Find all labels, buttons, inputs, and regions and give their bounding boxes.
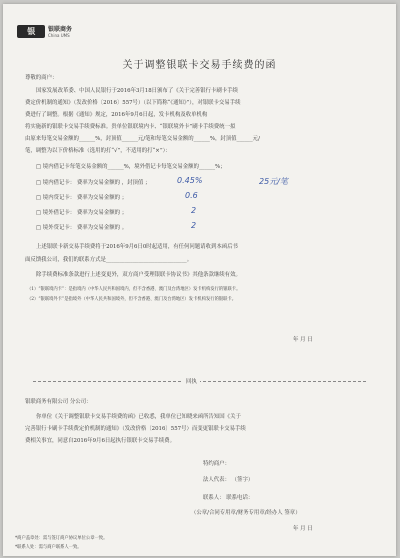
after-line: 上述银联卡新交易手续费将于2016年9月6日0时起适用，有任何问题请收到本函后书 [36, 244, 238, 250]
logo-mark: 银 [17, 25, 45, 38]
rate-line: □ 境内借记卡： 费率为交易金额的 ，封顶值 ； [36, 180, 151, 186]
note-line: （2）“银联境外卡”是指境外（中华人民共和国境外，但不含香港、澳门及台湾地区）发卡机构发行的银联卡。 [27, 297, 237, 302]
receipt-line: 你单位《关于调整银联卡交易手续费的函》已收悉，我单位已知晓来函所告知国《关于 [36, 414, 241, 420]
footnote: *联系人处：需与商户联系人一致。 [15, 545, 82, 550]
body-line: 笔，调整为以下价格标准（选用的打“√”，不适用的打“×”）： [25, 148, 171, 154]
receipt-line: 费相关事宜，同意自2016年9月6日起执行银联卡交易手续费。 [25, 438, 175, 444]
body-line: 由原来每笔交易金额的______%，封顶值______元/笔和每笔交易金额的______%，封顶值______元/ [25, 136, 260, 142]
sign-contact: 联系人： 联系电话： [203, 495, 254, 501]
rate-line: □ 境外借记卡： 费率为交易金额的 ； [36, 210, 128, 216]
logo-brand-en: China UMS [48, 33, 70, 38]
receipt-label: 回执 [183, 377, 200, 385]
body-line: 国家发展改革委、中国人民银行于2016年3月18日颁布了《关于完善银行卡刷卡手续 [36, 88, 238, 94]
logo-brand-cn: 银联商务 [48, 26, 73, 33]
body-line: 费定价机制的通知》（发改价格〔2016〕557号）（以下简称“《通知》”），对银联卡交易手续 [25, 100, 241, 106]
body-line: 将实施新的银联卡交易手续费标准。贵单位银联境内卡、“银联境外卡”刷卡手续费统一拟 [25, 124, 236, 130]
after-line: 面反馈我公司，我们的联系方式是______________________________。 [25, 257, 193, 263]
sign-merchant: 特约商户： [203, 461, 230, 467]
sign-legal-rep: 法人代表： （签字） [203, 477, 254, 483]
rate-line: □ 境外贷记卡： 费率为交易金额的 。 [36, 225, 128, 231]
receipt-line: 完善银行卡刷卡手续费定价机制的通知》（发改价格〔2016〕557号）而变更银联卡交易手续 [25, 426, 246, 432]
rate-line: □ 境内借记卡每笔交易金额的______%，境外借记卡每笔交易金额的______%； [36, 164, 226, 170]
rate-line: □ 境内贷记卡： 费率为交易金额的 ； [36, 195, 128, 201]
letter-date: 年 月 日 [293, 337, 313, 343]
handwritten-debit-rate: 0.45% [177, 176, 203, 185]
note-line: （1）“银联境内卡”：是指境内（中华人民共和国境内，但不含香港、澳门及台湾地区）发卡机构发行的银联卡。 [27, 287, 241, 292]
handwritten-debit-cap: 25元/笔 [259, 177, 288, 186]
body-line: 费进行了调整。根据《通知》规定，2016年9月6日起，发卡机构及收单机构 [25, 112, 208, 118]
letter-page [3, 4, 396, 556]
handwritten-foreign-debit-rate: 2 [191, 206, 197, 215]
after-line: 除手续费标准条款进行上述变更外，双方商户受理银联卡协议书》其他条款继续有效。 [36, 272, 241, 278]
letter-title: 关于调整银联卡交易手续费的函 [122, 60, 277, 71]
sign-seal-note: （公章/合同专用章/财务专用章/经办人 签章） [191, 510, 301, 516]
receipt-date: 年 月 日 [293, 526, 313, 532]
footnote: *商户盖章处：需与签订商户协议单位公章一致。 [15, 536, 108, 541]
company-logo [17, 24, 72, 38]
handwritten-credit-rate: 0.6 [185, 191, 198, 200]
receipt-company: 银联商务有限公司 分公司： [25, 399, 92, 405]
salutation: 尊敬的商户： [25, 75, 58, 81]
handwritten-foreign-credit-rate: 2 [191, 221, 197, 230]
